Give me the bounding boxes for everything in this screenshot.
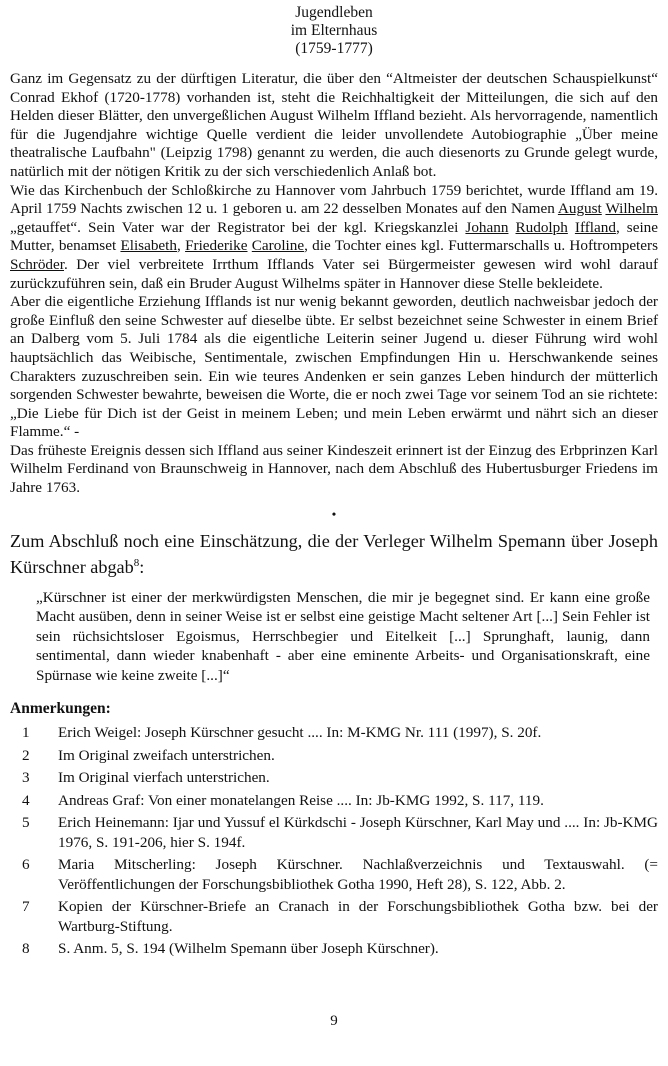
underlined-name: August: [557, 200, 602, 218]
paragraph-4: Das früheste Ereignis dessen sich Iffland aus seiner Kindeszeit erinnert ist der Einzug des Erbprinzen Karl Wilhelm Ferdinand von Braunschweig in Hannover, nach dem Abschluß des Hubertusburger Friedens im Jahre 1763.: [10, 441, 658, 497]
chapter-header: [0, 0, 668, 58]
section-heading-end: :: [139, 556, 145, 577]
text-run: , seine Mutter, benamset: [10, 218, 659, 255]
underlined-name: Schröder: [10, 255, 64, 273]
note-text: Maria Mitscherling: Joseph Kürschner. Nachlaßverzeichnis und Textauswahl. (= Veröffentlichungen der Forschungsbibliothek Gotha 1990, Heft 28), S. 122, Abb. 2.: [58, 856, 658, 893]
notes-title: Anmerkungen:: [10, 700, 111, 718]
paragraph-2: [10, 182, 658, 294]
underlined-name: Johann: [465, 218, 509, 236]
text-run: . Der viel verbreitete Irrthum Ifflands Vater sei Bürgermeister gewesen wird wohl darauf zurückzuführen sein, daß ein Bruder August Wilhelms später in Hannover diese Stelle bekleidete.: [10, 255, 658, 292]
note-number: 2: [22, 746, 30, 764]
note-number: 3: [22, 769, 30, 787]
underlined-name: Elisabeth: [120, 237, 177, 255]
section-heading: [10, 530, 658, 578]
page-number: 9: [330, 1013, 338, 1029]
section-separator: •: [331, 506, 337, 521]
header-subtitle: im Elternhaus: [290, 22, 378, 39]
text-run: Wie das Kirchenbuch der Schloßkirche zu Hannover vom Jahrbuch 1759 berichtet, wurde Iffland am 19. April 1759 Nachts zwischen 12 u. 1 geboren u. am 22 desselben Monates auf den Namen: [10, 181, 658, 218]
note-item: [10, 855, 658, 894]
underlined-name: Wilhelm: [605, 200, 658, 218]
header-years: (1759-1777): [295, 40, 373, 57]
text-run: „getauffet“. Sein Vater war der Registrator bei der kgl. Kriegskanzlei: [10, 218, 466, 236]
note-text: Im Original vierfach unterstrichen.: [58, 769, 270, 787]
note-item: [10, 768, 658, 788]
note-number: 1: [22, 724, 30, 742]
note-item: [10, 813, 658, 852]
note-item: [10, 897, 658, 936]
note-number: 4: [22, 791, 30, 809]
section-heading-text: Zum Abschluß noch eine Einschätzung, die der Verleger Wilhelm Spemann über Joseph Kürschner abgab: [10, 530, 658, 577]
note-text: Andreas Graf: Von einer monatelangen Reise .... In: Jb-KMG 1992, S. 117, 119.: [58, 791, 544, 809]
note-text: Erich Heinemann: Ijar und Yussuf el Kürkdschi - Joseph Kürschner, Karl May und .... In: Jb-KMG 1976, S. 191-206, hier S. 194f.: [58, 814, 658, 851]
text-run: , die Tochter eines kgl. Futtermarschalls u. Hoftrompeters: [304, 237, 658, 255]
text-run: ,: [176, 237, 186, 255]
note-text: Kopien der Kürschner-Briefe an Cranach in der Forschungsbibliothek Gotha bzw. bei der Wartburg-Stiftung.: [58, 898, 658, 935]
note-text: S. Anm. 5, S. 194 (Wilhelm Spemann über Joseph Kürschner).: [58, 940, 439, 958]
main-text: [0, 70, 668, 498]
text-run: [508, 219, 515, 236]
note-number: 8: [22, 940, 30, 958]
note-number: 6: [22, 856, 30, 874]
footnote-ref: 8: [133, 556, 140, 569]
underlined-name: Caroline: [251, 237, 305, 255]
block-quote: „Kürschner ist einer der merkwürdigsten Menschen, die mir je begegnet sind. Er kann eine große Macht ausüben, denn in seiner Weise ist er selbst eine geistige Macht seltener Art [...] Sein Fehler ist sein rüchsichtsloser Egoismus, Herrschbegier und Eitelkeit [...] Sprunghaft, launig, dann sentimental, dann wieder knabenhaft - aber eine eminente Arbeits- und Organisationskraft, eine Spürnase wie keine zweite [...]“: [36, 588, 650, 684]
underlined-name: Iffland: [574, 218, 616, 236]
note-text: Erich Weigel: Joseph Kürschner gesucht .... In: M-KMG Nr. 111 (1997), S. 20f.: [58, 724, 542, 742]
note-item: [10, 723, 658, 743]
underlined-name: Rudolph: [515, 218, 568, 236]
note-number: 5: [22, 814, 30, 832]
note-item: [10, 939, 658, 959]
paragraph-3: Aber die eigentliche Erziehung Ifflands ist nur wenig bekannt geworden, deutlich nachweisbar jedoch der große Einfluß den seine Schwester auf dieselbe übte. Er selbst bezeichnet seine Schwester in einem Brief an Dalberg vom 5. Juli 1784 als die eigentliche Leiterin seiner Jugend u. dieser Führung wird wohl hauptsächlich das Weibische, Sentimentale, zwischen Empfindungen Hin u. Herschwankende seines Charakters zuzuschreiben sein. Ein wie teures Andenken er sein ganzes Leben hindurch der mütterlich sorgenden Schwester bewahrte, beweisen die Worte, die er noch zwei Tage vor seinem Tod an sie richtete: „Die Liebe für Dich ist der Geist in meinem Leben; und mein Leben erwärmt und nährt sich an dieser Flamme.“ -: [10, 293, 658, 441]
paragraph-1: Ganz im Gegensatz zu der dürftigen Literatur, die über den “Altmeister der deutschen Schauspielkunst“ Conrad Ekhof (1720-1778) vorhanden ist, steht die Reichhaltigkeit der Mitteilungen, die sich auf den Helden dieser Blätter, den unvergeßlichen August Wilhelm Iffland bezieht. Als hervorragende, namentlich für die Jugendjahre wichtige Quelle verdient die leider unvollendete Autobiographie „Über meine theatralische Laufbahn" (Leipzig 1798) genannt zu werden, die auch diesenorts zu Grunde gelegt wurde, natürlich mit der nötigen Kritik zu der sich verschiedenlich Anlaß bot.: [10, 70, 658, 180]
text-run: [568, 219, 575, 236]
note-number: 7: [22, 898, 30, 916]
note-item: [10, 746, 658, 766]
header-title: Jugendleben: [295, 4, 373, 21]
notes-list: [10, 723, 658, 959]
note-item: [10, 791, 658, 811]
note-text: Im Original zweifach unterstrichen.: [58, 746, 275, 764]
underlined-name: Friederike: [185, 237, 248, 255]
